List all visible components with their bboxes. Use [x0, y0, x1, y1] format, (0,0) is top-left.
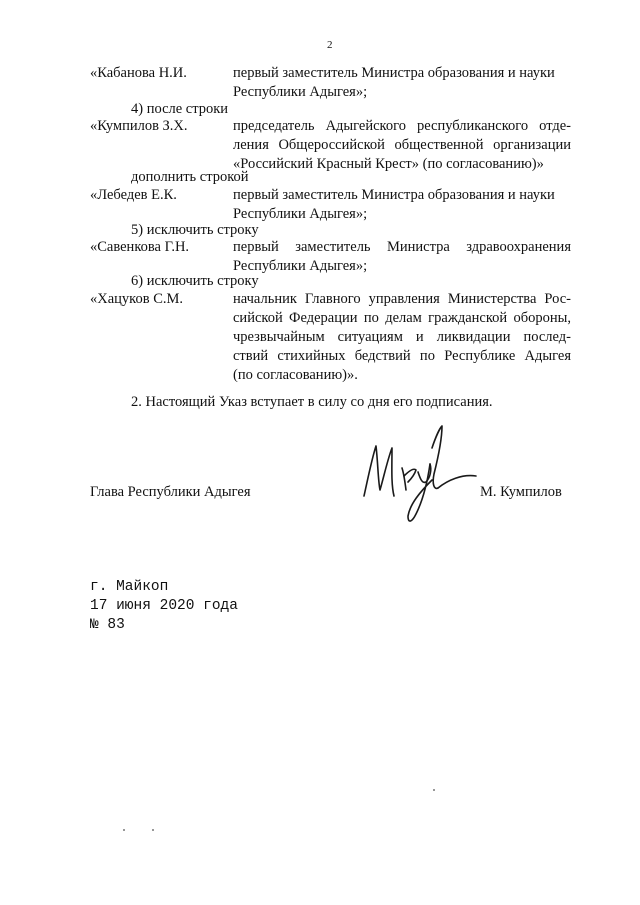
entry-name-savenkova: «Савенкова Г.Н. [90, 239, 190, 255]
signature-icon [358, 418, 478, 528]
step-5: 5) исключить строку [131, 222, 259, 238]
entry-name-kabanova: «Кабанова Н.И. [90, 65, 187, 81]
desc-line: «Российский Красный Крест» (по согласованию)» [233, 156, 544, 172]
signer-title: Глава Республики Адыгея [90, 484, 251, 500]
supplement-line: дополнить строкой [131, 169, 249, 185]
entry-desc-kumpilov [233, 117, 571, 174]
entry-desc-kabanova [233, 64, 571, 102]
desc-line: первый заместитель Министра здравоохранения [233, 239, 571, 255]
desc-line: первый заместитель Министра образования и науки [233, 65, 555, 81]
desc-line: Республики Адыгея»; [233, 84, 368, 100]
desc-line: чрезвычайным ситуациям и ликвидации послед- [233, 329, 571, 345]
step-4: 4) после строки [131, 101, 229, 117]
desc-line: ления Общероссийской общественной организации [233, 137, 571, 153]
entry-desc-savenkova [233, 238, 571, 276]
document-number: № 83 [90, 617, 125, 633]
entry-name-lebedev: «Лебедев Е.К. [90, 187, 177, 203]
entry-name-kumpilov: «Кумпилов З.Х. [90, 118, 188, 134]
clause-2: 2. Настоящий Указ вступает в силу со дня его подписания. [131, 394, 493, 410]
desc-line: первый заместитель Министра образования и науки [233, 187, 555, 203]
desc-line: председатель Адыгейского республиканского отде- [233, 118, 571, 134]
desc-line: Республики Адыгея»; [233, 258, 368, 274]
date: 17 июня 2020 года [90, 598, 238, 614]
desc-line: Республики Адыгея»; [233, 206, 368, 222]
scan-speck [433, 789, 435, 791]
page-number: 2 [327, 39, 333, 51]
entry-desc-khatsukov [233, 290, 571, 385]
signer-name: М. Кумпилов [480, 484, 562, 500]
desc-line: сийской Федерации по делам гражданской обороны, [233, 310, 571, 326]
scan-speck [123, 829, 125, 831]
desc-line: начальник Главного управления Министерства Рос- [233, 291, 571, 307]
desc-line: ствий стихийных бедствий по Республике Адыгея [233, 348, 571, 364]
scan-speck [152, 829, 154, 831]
step-6: 6) исключить строку [131, 273, 259, 289]
place: г. Майкоп [90, 579, 169, 595]
entry-name-khatsukov: «Хацуков С.М. [90, 291, 184, 307]
entry-desc-lebedev [233, 186, 571, 224]
desc-line: (по согласованию)». [233, 367, 358, 383]
